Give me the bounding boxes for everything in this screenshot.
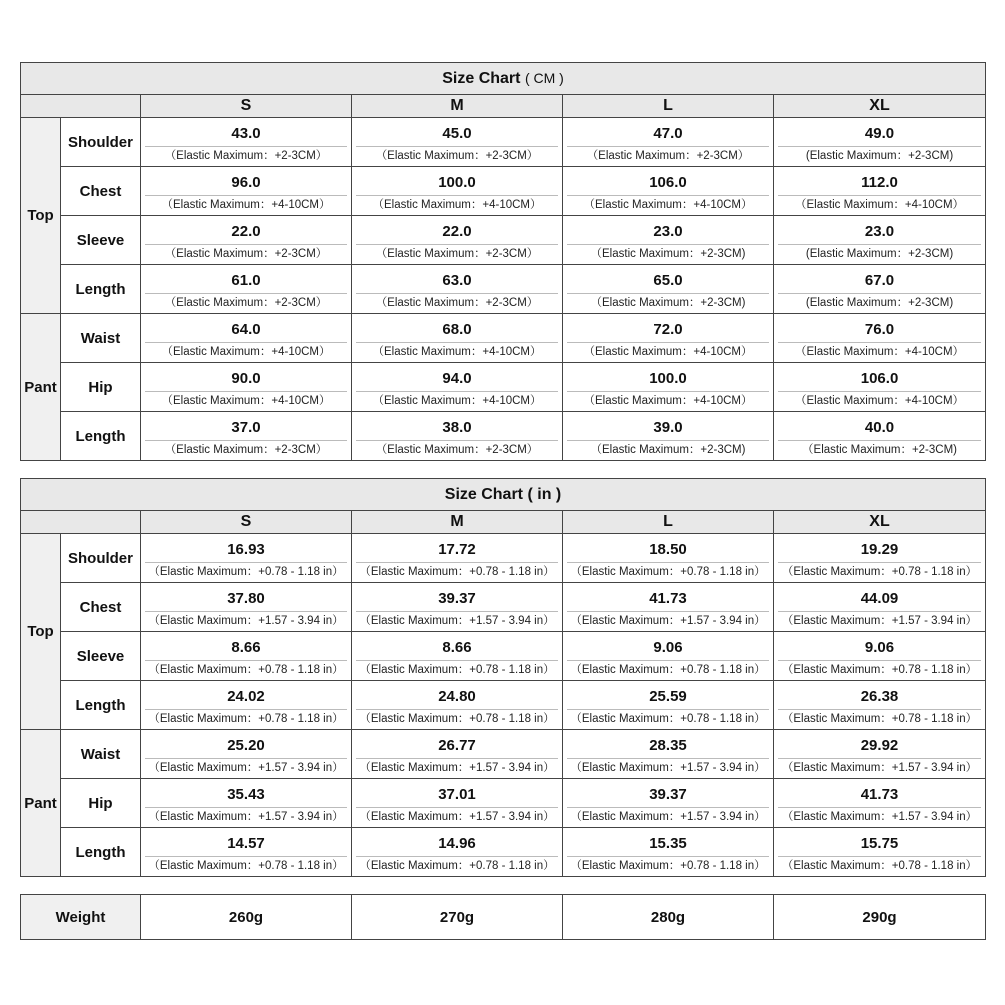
- size-cell: [352, 167, 563, 216]
- cell-note: （Elastic Maximum：+1.57 - 3.94 in）: [781, 762, 978, 774]
- cell-note: （Elastic Maximum：+2-3CM): [802, 444, 957, 456]
- cell-note: （Elastic Maximum：+2-3CM）: [164, 150, 328, 162]
- cell-note: （Elastic Maximum：+4-10CM）: [795, 346, 965, 358]
- size-cell: [352, 534, 563, 583]
- size-header-xl: XL: [774, 511, 986, 534]
- cell-note: （Elastic Maximum：+0.78 - 1.18 in）: [570, 566, 766, 578]
- cell-note: （Elastic Maximum：+0.78 - 1.18 in）: [781, 713, 978, 725]
- size-cell: [774, 363, 986, 412]
- cell-note: （Elastic Maximum：+2-3CM）: [375, 444, 539, 456]
- size-cell: [352, 632, 563, 681]
- header-blank: [21, 511, 141, 534]
- size-cell: [563, 681, 774, 730]
- cell-note: （Elastic Maximum：+1.57 - 3.94 in）: [570, 762, 766, 774]
- cell-value: 14.96: [356, 828, 558, 857]
- size-header-row: [21, 511, 986, 534]
- cell-note: （Elastic Maximum：+2-3CM）: [586, 150, 750, 162]
- chart-unit: ( in ): [527, 485, 562, 503]
- measure-label: Chest: [61, 167, 141, 216]
- cell-value: 22.0: [145, 216, 347, 245]
- cell-value: 44.09: [778, 583, 981, 612]
- cell-value: 67.0: [778, 265, 981, 294]
- size-cell: [352, 681, 563, 730]
- size-cell: [141, 828, 352, 877]
- cell-value: 8.66: [356, 632, 558, 661]
- size-cell: [352, 412, 563, 461]
- measure-label: Shoulder: [61, 118, 141, 167]
- measure-label: Hip: [61, 363, 141, 412]
- table-row: [21, 363, 986, 412]
- cell-value: 45.0: [356, 118, 558, 147]
- measure-label: Length: [61, 828, 141, 877]
- size-header-s: S: [141, 95, 352, 118]
- cell-note: （Elastic Maximum：+1.57 - 3.94 in）: [148, 811, 344, 823]
- size-cell: [141, 534, 352, 583]
- cell-note: （Elastic Maximum：+2-3CM): [590, 297, 746, 309]
- size-cell: [352, 363, 563, 412]
- table-row: [21, 265, 986, 314]
- size-cell: [141, 730, 352, 779]
- size-cell: [352, 730, 563, 779]
- cell-value: 24.80: [356, 681, 558, 710]
- measure-label: Sleeve: [61, 216, 141, 265]
- cell-note: （Elastic Maximum：+1.57 - 3.94 in）: [359, 811, 555, 823]
- size-cell: [774, 779, 986, 828]
- chart-title-inch: [21, 479, 986, 511]
- cell-note: (Elastic Maximum：+2-3CM): [805, 297, 954, 309]
- size-cell: [563, 828, 774, 877]
- size-cell: [774, 583, 986, 632]
- cell-note: （Elastic Maximum：+0.78 - 1.18 in）: [781, 664, 978, 676]
- table-row: [21, 216, 986, 265]
- weight-value-s: 260g: [141, 895, 352, 940]
- cell-value: 23.0: [567, 216, 769, 245]
- group-label-top: Top: [21, 534, 61, 730]
- cell-note: （Elastic Maximum：+2-3CM): [590, 248, 746, 260]
- size-cell: [563, 167, 774, 216]
- cell-value: 9.06: [778, 632, 981, 661]
- cell-note: （Elastic Maximum：+4-10CM）: [161, 199, 331, 211]
- size-cell: [563, 314, 774, 363]
- size-header-row: [21, 95, 986, 118]
- table-row: [21, 779, 986, 828]
- cell-value: 49.0: [778, 118, 981, 147]
- cell-note: （Elastic Maximum：+4-10CM）: [161, 395, 331, 407]
- cell-note: （Elastic Maximum：+2-3CM）: [375, 248, 539, 260]
- size-cell: [774, 730, 986, 779]
- table-row: [21, 118, 986, 167]
- cell-note: （Elastic Maximum：+4-10CM）: [372, 346, 542, 358]
- cell-note: （Elastic Maximum：+1.57 - 3.94 in）: [781, 615, 978, 627]
- group-label-top: Top: [21, 118, 61, 314]
- cell-value: 40.0: [778, 412, 981, 441]
- size-cell: [352, 828, 563, 877]
- cell-value: 106.0: [778, 363, 981, 392]
- cell-value: 39.0: [567, 412, 769, 441]
- size-cell: [563, 632, 774, 681]
- cell-value: 18.50: [567, 534, 769, 563]
- size-cell: [774, 828, 986, 877]
- cell-note: （Elastic Maximum：+0.78 - 1.18 in）: [570, 860, 766, 872]
- measure-label: Hip: [61, 779, 141, 828]
- cell-note: （Elastic Maximum：+4-10CM）: [795, 395, 965, 407]
- size-cell: [352, 265, 563, 314]
- cell-note: （Elastic Maximum：+2-3CM): [590, 444, 746, 456]
- cell-note: （Elastic Maximum：+1.57 - 3.94 in）: [781, 811, 978, 823]
- cell-value: 37.80: [145, 583, 347, 612]
- chart-title: Size Chart: [442, 69, 521, 87]
- size-chart-cm: [20, 62, 986, 461]
- cell-note: （Elastic Maximum：+2-3CM）: [164, 248, 328, 260]
- group-label-pant: Pant: [21, 730, 61, 877]
- cell-value: 9.06: [567, 632, 769, 661]
- measure-label: Length: [61, 681, 141, 730]
- cell-note: （Elastic Maximum：+4-10CM）: [583, 199, 753, 211]
- table-row: [21, 632, 986, 681]
- table-row: [21, 730, 986, 779]
- cell-value: 37.01: [356, 779, 558, 808]
- cell-value: 19.29: [778, 534, 981, 563]
- cell-note: （Elastic Maximum：+1.57 - 3.94 in）: [570, 615, 766, 627]
- size-cell: [352, 583, 563, 632]
- cell-value: 47.0: [567, 118, 769, 147]
- cell-note: （Elastic Maximum：+0.78 - 1.18 in）: [359, 566, 555, 578]
- cell-note: （Elastic Maximum：+2-3CM）: [164, 297, 328, 309]
- size-cell: [774, 534, 986, 583]
- cell-value: 38.0: [356, 412, 558, 441]
- table-row: [21, 534, 986, 583]
- size-cell: [141, 412, 352, 461]
- cell-value: 39.37: [356, 583, 558, 612]
- measure-label: Waist: [61, 314, 141, 363]
- cell-value: 22.0: [356, 216, 558, 245]
- cell-value: 68.0: [356, 314, 558, 343]
- cell-value: 25.59: [567, 681, 769, 710]
- weight-value-xl: 290g: [774, 895, 986, 940]
- cell-value: 100.0: [567, 363, 769, 392]
- cell-note: （Elastic Maximum：+4-10CM）: [161, 346, 331, 358]
- cell-note: (Elastic Maximum：+2-3CM): [805, 150, 954, 162]
- cell-note: （Elastic Maximum：+4-10CM）: [372, 199, 542, 211]
- size-cell: [774, 412, 986, 461]
- cell-value: 8.66: [145, 632, 347, 661]
- cell-note: （Elastic Maximum：+2-3CM）: [375, 150, 539, 162]
- cell-note: （Elastic Maximum：+4-10CM）: [372, 395, 542, 407]
- cell-note: （Elastic Maximum：+0.78 - 1.18 in）: [148, 664, 344, 676]
- cell-value: 24.02: [145, 681, 347, 710]
- weight-row: [21, 895, 986, 940]
- cell-note: （Elastic Maximum：+0.78 - 1.18 in）: [148, 713, 344, 725]
- size-cell: [141, 118, 352, 167]
- cell-value: 39.37: [567, 779, 769, 808]
- size-header-m: M: [352, 95, 563, 118]
- size-cell: [141, 363, 352, 412]
- cell-note: （Elastic Maximum：+1.57 - 3.94 in）: [570, 811, 766, 823]
- size-cell: [774, 167, 986, 216]
- cell-value: 112.0: [778, 167, 981, 196]
- size-cell: [141, 167, 352, 216]
- cell-note: （Elastic Maximum：+0.78 - 1.18 in）: [148, 566, 344, 578]
- cell-note: （Elastic Maximum：+1.57 - 3.94 in）: [359, 762, 555, 774]
- size-cell: [563, 583, 774, 632]
- cell-note: （Elastic Maximum：+4-10CM）: [795, 199, 965, 211]
- measure-label: Length: [61, 265, 141, 314]
- cell-value: 41.73: [567, 583, 769, 612]
- table-row: [21, 583, 986, 632]
- size-header-s: S: [141, 511, 352, 534]
- cell-value: 14.57: [145, 828, 347, 857]
- measure-label: Sleeve: [61, 632, 141, 681]
- size-cell: [563, 779, 774, 828]
- group-label-pant: Pant: [21, 314, 61, 461]
- cell-value: 15.35: [567, 828, 769, 857]
- cell-value: 61.0: [145, 265, 347, 294]
- size-chart-inch: [20, 478, 986, 877]
- cell-note: （Elastic Maximum：+0.78 - 1.18 in）: [359, 664, 555, 676]
- table-row: [21, 828, 986, 877]
- size-cell: [774, 681, 986, 730]
- size-header-l: L: [563, 511, 774, 534]
- size-cell: [563, 216, 774, 265]
- table-row: [21, 167, 986, 216]
- cell-value: 23.0: [778, 216, 981, 245]
- size-cell: [352, 779, 563, 828]
- chart-title: Size Chart: [444, 485, 524, 503]
- cell-value: 17.72: [356, 534, 558, 563]
- weight-table: [20, 894, 986, 940]
- measure-label: Length: [61, 412, 141, 461]
- size-cell: [141, 632, 352, 681]
- chart-title-cm: [21, 63, 986, 95]
- cell-value: 28.35: [567, 730, 769, 759]
- size-cell: [141, 314, 352, 363]
- cell-note: （Elastic Maximum：+1.57 - 3.94 in）: [148, 615, 344, 627]
- cell-value: 15.75: [778, 828, 981, 857]
- cell-note: (Elastic Maximum：+2-3CM): [805, 248, 954, 260]
- size-cell: [774, 216, 986, 265]
- measure-label: Shoulder: [61, 534, 141, 583]
- cell-value: 64.0: [145, 314, 347, 343]
- cell-value: 35.43: [145, 779, 347, 808]
- size-cell: [563, 412, 774, 461]
- size-cell: [352, 216, 563, 265]
- cell-value: 26.77: [356, 730, 558, 759]
- cell-note: （Elastic Maximum：+0.78 - 1.18 in）: [359, 860, 555, 872]
- cell-value: 41.73: [778, 779, 981, 808]
- cell-note: （Elastic Maximum：+4-10CM）: [583, 395, 753, 407]
- size-cell: [563, 265, 774, 314]
- table-row: [21, 412, 986, 461]
- weight-label: Weight: [21, 895, 141, 940]
- measure-label: Waist: [61, 730, 141, 779]
- weight-value-l: 280g: [563, 895, 774, 940]
- cell-note: （Elastic Maximum：+2-3CM）: [164, 444, 328, 456]
- measure-label: Chest: [61, 583, 141, 632]
- cell-note: （Elastic Maximum：+0.78 - 1.18 in）: [570, 713, 766, 725]
- cell-value: 29.92: [778, 730, 981, 759]
- cell-value: 96.0: [145, 167, 347, 196]
- cell-value: 43.0: [145, 118, 347, 147]
- cell-value: 90.0: [145, 363, 347, 392]
- cell-value: 63.0: [356, 265, 558, 294]
- cell-note: （Elastic Maximum：+1.57 - 3.94 in）: [148, 762, 344, 774]
- size-cell: [774, 265, 986, 314]
- cell-value: 37.0: [145, 412, 347, 441]
- cell-note: （Elastic Maximum：+2-3CM）: [375, 297, 539, 309]
- cell-value: 106.0: [567, 167, 769, 196]
- cell-value: 72.0: [567, 314, 769, 343]
- size-cell: [774, 632, 986, 681]
- size-cell: [774, 118, 986, 167]
- size-header-m: M: [352, 511, 563, 534]
- size-cell: [563, 534, 774, 583]
- cell-value: 26.38: [778, 681, 981, 710]
- size-cell: [141, 681, 352, 730]
- size-cell: [774, 314, 986, 363]
- size-cell: [563, 730, 774, 779]
- cell-note: （Elastic Maximum：+4-10CM）: [583, 346, 753, 358]
- cell-note: （Elastic Maximum：+0.78 - 1.18 in）: [148, 860, 344, 872]
- chart-unit: ( CM ): [524, 69, 564, 86]
- cell-value: 100.0: [356, 167, 558, 196]
- cell-note: （Elastic Maximum：+1.57 - 3.94 in）: [359, 615, 555, 627]
- cell-value: 25.20: [145, 730, 347, 759]
- size-cell: [563, 118, 774, 167]
- size-cell: [352, 118, 563, 167]
- size-cell: [141, 265, 352, 314]
- cell-note: （Elastic Maximum：+0.78 - 1.18 in）: [781, 860, 978, 872]
- cell-note: （Elastic Maximum：+0.78 - 1.18 in）: [359, 713, 555, 725]
- table-row: [21, 314, 986, 363]
- cell-note: （Elastic Maximum：+0.78 - 1.18 in）: [781, 566, 978, 578]
- header-blank: [21, 95, 141, 118]
- size-header-l: L: [563, 95, 774, 118]
- cell-value: 94.0: [356, 363, 558, 392]
- size-cell: [563, 363, 774, 412]
- cell-value: 16.93: [145, 534, 347, 563]
- size-header-xl: XL: [774, 95, 986, 118]
- size-cell: [352, 314, 563, 363]
- size-cell: [141, 216, 352, 265]
- cell-note: （Elastic Maximum：+0.78 - 1.18 in）: [570, 664, 766, 676]
- table-row: [21, 681, 986, 730]
- size-cell: [141, 583, 352, 632]
- cell-value: 76.0: [778, 314, 981, 343]
- size-cell: [141, 779, 352, 828]
- cell-value: 65.0: [567, 265, 769, 294]
- weight-value-m: 270g: [352, 895, 563, 940]
